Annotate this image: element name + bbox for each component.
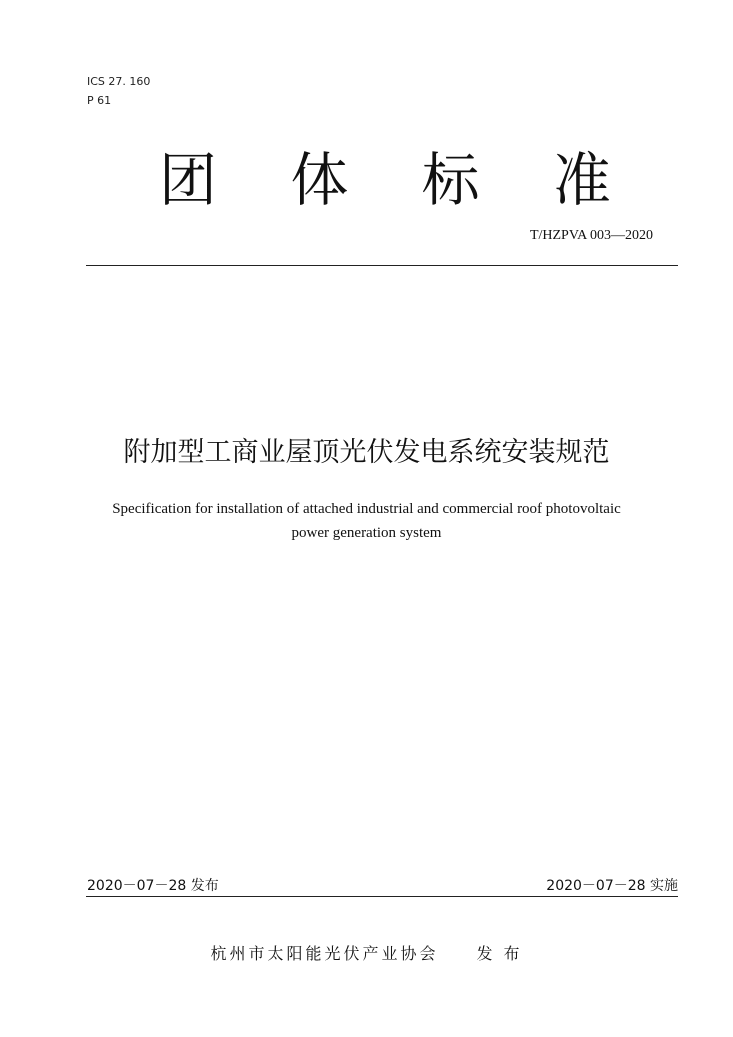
standard-type-char: 准 xyxy=(552,146,611,214)
english-title-line: Specification for installation of attached industrial and commercial roof photovoltaic xyxy=(112,501,621,517)
issue-date: 2020－07－28 发布 xyxy=(87,878,219,894)
standard-type-char: 体 xyxy=(290,146,349,214)
classification-codes xyxy=(87,72,150,110)
english-title xyxy=(60,497,673,545)
ics-code: ICS 27. 160 xyxy=(87,75,151,88)
standard-type-heading xyxy=(150,142,620,218)
standard-type-char: 标 xyxy=(421,146,480,214)
footer-divider xyxy=(86,896,678,897)
chinese-title: 附加型工商业屋顶光伏发电系统安装规范 xyxy=(123,437,610,468)
implementation-date: 2020－07－28 实施 xyxy=(546,878,678,894)
standard-type-char: 团 xyxy=(158,146,217,214)
ccs-code: P 61 xyxy=(87,94,112,107)
publisher-line xyxy=(0,943,733,965)
standard-number: T/HZPVA 003—2020 xyxy=(529,228,653,243)
publisher-name: 杭州市太阳能光伏产业协会 xyxy=(210,944,439,963)
header-divider xyxy=(86,265,678,266)
english-title-line: power generation system xyxy=(291,525,442,541)
publish-action: 发 布 xyxy=(476,944,523,963)
